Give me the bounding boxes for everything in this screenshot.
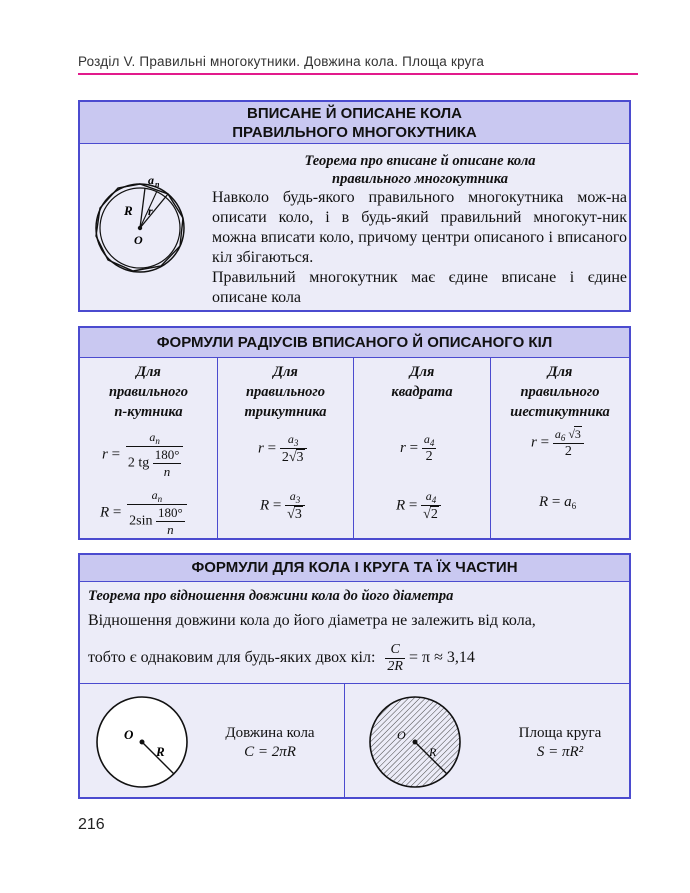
formula-r-triangle: r = $\frac{a_3}{2√3}$ [258,432,307,466]
panel-inscribed-circumscribed [78,100,631,312]
column-head: Для правильного трикутника [244,364,327,420]
formula-R-ngon: R = $a_n$ 2sin $\frac{180^\circ}{n}$ [100,488,187,538]
theorem-title [220,152,620,188]
label-r: r [148,204,153,218]
header-rule [78,73,638,75]
circle-label-R: R [156,744,165,759]
formula-r-ngon: r = $a_n$ 2 tg $\frac{180^\circ}{n}$ [102,430,183,480]
column-hexagon [491,358,629,539]
circle-length-cell [80,684,344,799]
polygon-figure [88,166,198,276]
formula-R-square: R = $\frac{a_4}{√2}$ [396,489,441,523]
panel3-title: ФОРМУЛИ ДЛЯ КОЛА І КРУГА ТА ЇХ ЧАСТИН [80,555,629,582]
column-head: Для квадрата [391,364,453,400]
disk-figure [367,694,463,790]
formula-r-square: r = $\frac{a_4}{2}$ [400,432,435,464]
circle-caption: Довжина кола C = 2πR [225,725,315,760]
circle-label-O: O [124,727,134,742]
circle-figure [94,694,190,790]
formula-R-triangle: R = $\frac{a_3}{√3}$ [260,489,305,523]
column-head: Для правильного n-кутника [108,364,189,420]
panel1-title [80,102,629,144]
theorem-paragraph-2: Правильний многокутник має єдине вписане і єдине описане кола [212,269,627,306]
panel1-title-line1: ВПИСАНЕ Й ОПИСАНЕ КОЛА [247,105,462,122]
disk-caption: Площа круга S = πR² [518,725,602,760]
panel-radius-formulas [78,326,631,540]
disk-label-R: R [429,745,437,759]
panel2-title: ФОРМУЛИ РАДІУСІВ ВПИСАНОГО Й ОПИСАНОГО КІЛ [80,328,629,358]
column-head: Для правильного шестикутника [510,364,610,420]
column-square [354,358,491,539]
disk-label-O: O [397,728,406,742]
label-O: O [134,233,143,247]
panel-circle-formulas [78,553,631,799]
label-R: R [124,203,133,218]
panel1-title-line2: ПРАВИЛЬНОГО МНОГОКУТНИКА [232,124,477,141]
disk-area-cell [344,684,629,799]
column-n-gon [80,358,218,539]
page-number: 216 [78,816,105,833]
chapter-header: Розділ V. Правильні многокутники. Довжина кола. Площа круга [78,54,485,69]
formula-r-hexagon: r = $\frac{a_6 √3}{2}$ [531,426,584,460]
column-triangle [218,358,354,539]
formula-R-hexagon: $R = a_6$ [539,494,577,511]
theorem-title-line2: правильного многокутника [332,171,508,187]
ratio-text-line1: Відношення довжини кола до його діаметра не залежить від кола, [88,612,536,629]
theorem-paragraph-1: Навколо будь-якого правильного многокутника мож-на описати коло, і в будь-який правильний многокут-ник можна вписати коло, причому центри описаного і вписаного кіл збігаються. [212,189,627,266]
label-n: n [155,180,160,189]
ratio-theorem-title: Теорема про відношення довжини кола до його діаметра [88,588,454,604]
theorem-title-line1: Теорема про вписане й описане кола [304,153,536,169]
ratio-text-line2: тобто є однаковим для будь-яких двох кіл: $\frac{C}{2R}$ = π ≈ 3,14 [88,642,475,674]
theorem-text [212,188,627,308]
label-a: a [148,173,154,187]
